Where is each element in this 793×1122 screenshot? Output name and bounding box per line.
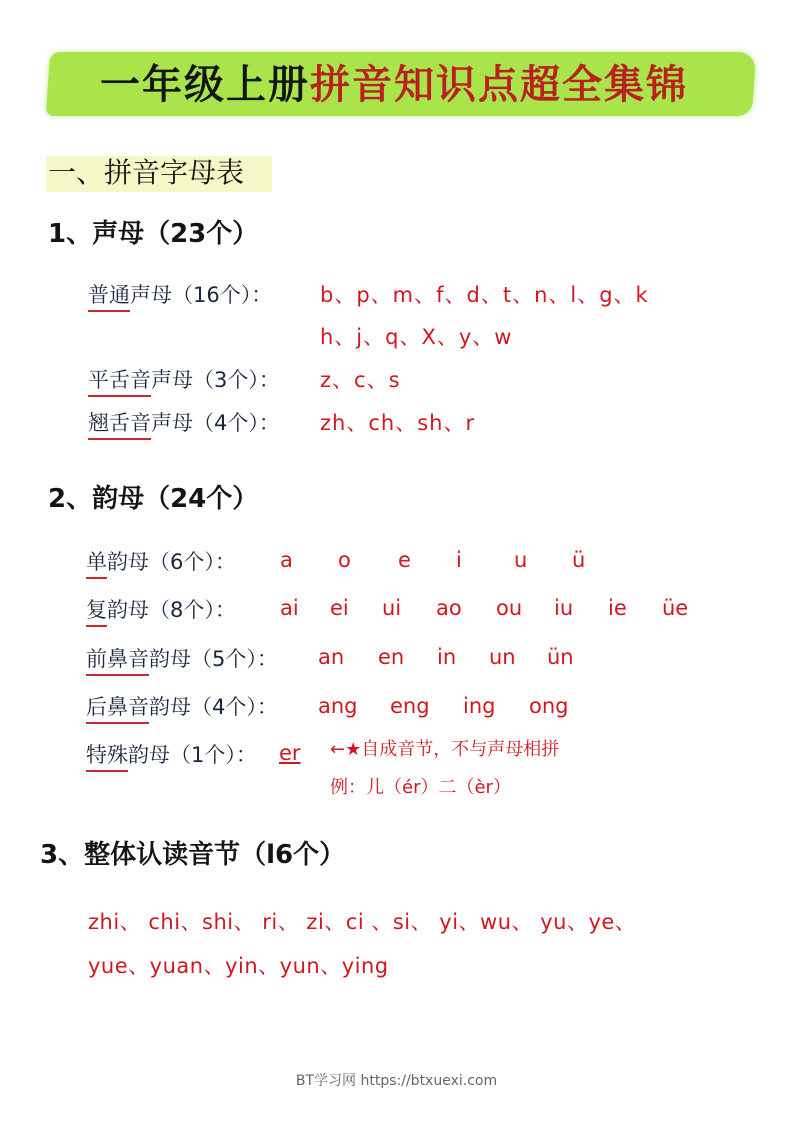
- yunmu-item: ui: [382, 596, 402, 620]
- zhengti-heading: 3、整体认读音节（l6个）: [40, 840, 346, 870]
- label-rest: 韵母（6个）：: [107, 550, 236, 574]
- label-rest: 声母（3个）：: [151, 368, 280, 392]
- shengmu-row-label: [88, 281, 272, 309]
- yunmu-special-item: er: [279, 741, 301, 765]
- yunmu-item: i: [456, 548, 462, 572]
- yunmu-item: a: [280, 548, 293, 572]
- section-heading-alphabet: 一、拼音字母表: [48, 156, 245, 189]
- shengmu-row-label: [88, 366, 280, 394]
- yunmu-item: eng: [390, 694, 430, 718]
- yunmu-row-label: [86, 645, 278, 673]
- page-title: [100, 60, 688, 110]
- label-underlined: 前鼻音: [86, 647, 149, 671]
- yunmu-row-label: [86, 548, 236, 576]
- page-title-part1: 一年级上册: [100, 62, 310, 108]
- shengmu-list: h、j、q、X、y、w: [320, 325, 513, 349]
- yunmu-item: e: [398, 548, 411, 572]
- yunmu-item: iu: [554, 596, 574, 620]
- yunmu-item: üe: [662, 596, 689, 620]
- yunmu-item: ie: [608, 596, 627, 620]
- yunmu-special-note: ←★自成音节，不与声母相拼: [330, 739, 560, 760]
- shengmu-heading: 1、声母（23个）: [48, 219, 259, 249]
- label-underlined: 特殊: [86, 743, 128, 767]
- label-underlined: 翘舌音: [88, 411, 151, 435]
- yunmu-items: [318, 692, 579, 720]
- label-underlined: 单: [86, 550, 107, 574]
- yunmu-item: ing: [463, 694, 496, 718]
- label-underlined: 平舌音: [88, 368, 151, 392]
- label-rest: 声母（16个）：: [130, 283, 273, 307]
- yunmu-item: ü: [572, 548, 586, 572]
- yunmu-item: ang: [318, 694, 358, 718]
- footer-watermark: BT学习网 https://btxuexi.com: [295, 1073, 498, 1089]
- zhengti-list: yue、yuan、yin、yun、ying: [88, 954, 389, 978]
- yunmu-heading: 2、韵母（24个）: [48, 484, 259, 514]
- yunmu-items: [318, 643, 587, 671]
- label-rest: 韵母（8个）：: [107, 598, 236, 622]
- yunmu-special-example: 例：儿（ér）二（èr）: [330, 777, 511, 798]
- yunmu-item: o: [338, 548, 351, 572]
- yunmu-items: [280, 546, 612, 574]
- yunmu-item: ei: [330, 596, 349, 620]
- label-rest: 韵母（5个）：: [149, 647, 278, 671]
- yunmu-row-label: [86, 741, 257, 769]
- yunmu-item: ün: [547, 645, 574, 669]
- yunmu-item: un: [489, 645, 516, 669]
- label-underlined: 普通: [88, 283, 130, 307]
- label-underlined: 复: [86, 598, 107, 622]
- yunmu-items: [280, 594, 702, 622]
- yunmu-item: ong: [529, 694, 569, 718]
- label-rest: 声母（4个）：: [151, 411, 280, 435]
- yunmu-row-label: [86, 596, 236, 624]
- yunmu-item: u: [514, 548, 528, 572]
- page-title-part2: 拼音知识点超全集锦: [310, 62, 688, 108]
- yunmu-item: ao: [436, 596, 462, 620]
- label-underlined: 后鼻音: [86, 695, 149, 719]
- shengmu-list: zh、ch、sh、r: [320, 411, 476, 435]
- yunmu-item: ou: [496, 596, 523, 620]
- yunmu-item: an: [318, 645, 345, 669]
- yunmu-item: ai: [280, 596, 299, 620]
- shengmu-row-label: [88, 409, 280, 437]
- shengmu-list: b、p、m、f、d、t、n、l、g、k: [320, 283, 649, 307]
- yunmu-item: in: [437, 645, 457, 669]
- yunmu-row-label: [86, 693, 278, 721]
- label-rest: 韵母（1个）：: [128, 743, 257, 767]
- zhengti-list: zhi、 chi、shi、 ri、 zi、ci 、si、 yi、wu、 yu、ye、: [88, 910, 637, 934]
- shengmu-list: z、c、s: [320, 368, 401, 392]
- yunmu-item: en: [378, 645, 405, 669]
- label-rest: 韵母（4个）：: [149, 695, 278, 719]
